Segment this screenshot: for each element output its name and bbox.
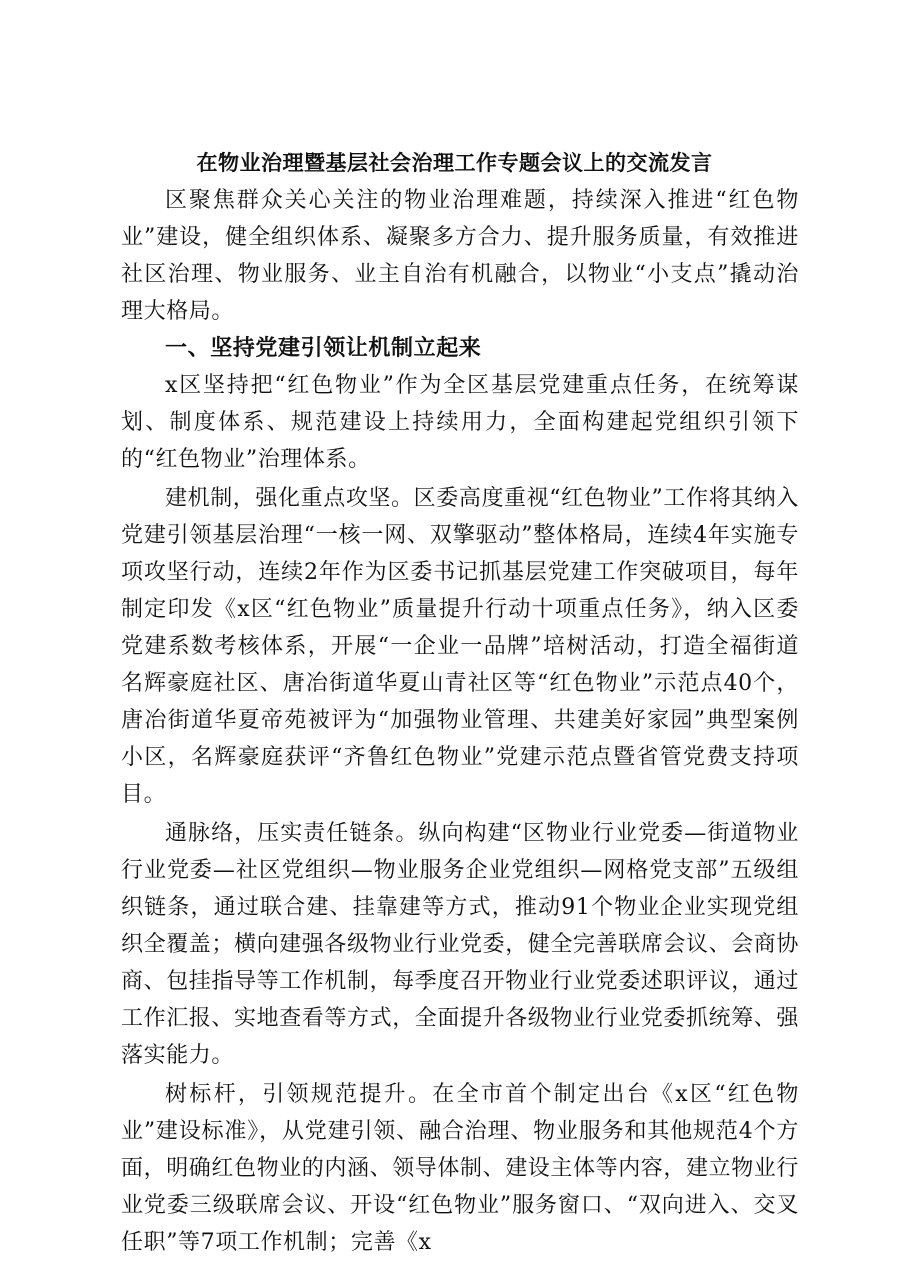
section-heading: 一、坚持党建引领让机制立起来 — [165, 336, 482, 361]
paragraph-1: x区坚持把“红色物业”作为全区基层党建重点任务，在统筹谋划、制度体系、规范建设上持续用力，全面构建起党组织引领下的“红色物业”治理体系。 — [121, 373, 799, 472]
document-title: 在物业治理暨基层社会治理工作专题会议上的交流发言 — [196, 150, 713, 175]
paragraph-2: 建机制，强化重点攻坚。区委高度重视“红色物业”工作将其纳入党建引领基层治理“一核一网、双擎驱动”整体格局，连续4年实施专项攻坚行动，连续2年作为区委书记抓基层党建工作突破项目，每年制定印发《x区“红色物业”质量提升行动十项重点任务》，纳入区委党建系数考核体系，开展“一企业一品牌”培树活动，打造全福街道名辉豪庭社区、唐冶街道华夏山青社区等“红色物业”示范点40个，唐冶街道华夏帝苑被评为“加强物业管理、共建美好家园”典型案例小区，名辉豪庭获评“齐鲁红色物业”党建示范点暨省管党费支持项目。 — [121, 486, 799, 807]
intro-paragraph: 区聚焦群众关心关注的物业治理难题，持续深入推进“红色物业”建设，健全组织体系、凝聚多方合力、提升服务质量，有效推进社区治理、物业服务、业主自治有机融合，以物业“小支点”撬动治理大格局。 — [121, 188, 799, 324]
document-body — [121, 182, 799, 1261]
paragraph-3: 通脉络，压实责任链条。纵向构建“区物业行业党委—街道物业行业党委—社区党组织—物业服务企业党组织—网格党支部”五级组织链条，通过联合建、挂靠建等方式，推动91个物业企业实现党组织全覆盖；横向建强各级物业行业党委，健全完善联席会议、会商协商、包挂指导等工作机制，每季度召开物业行业党委述职评议，通过工作汇报、实地查看等方式，全面提升各级物业行业党委抓统筹、强落实能力。 — [121, 821, 800, 1068]
paragraph-4: 树标杆，引领规范提升。在全市首个制定出台《x区“红色物业”建设标准》，从党建引领、融合治理、物业服务和其他规范4个方面，明确红色物业的内涵、领导体制、建设主体等内容，建立物业行业党委三级联席会议、开设“红色物业”服务窗口、“双向进入、交叉任职”等7项工作机制；完善《x — [121, 1082, 800, 1255]
